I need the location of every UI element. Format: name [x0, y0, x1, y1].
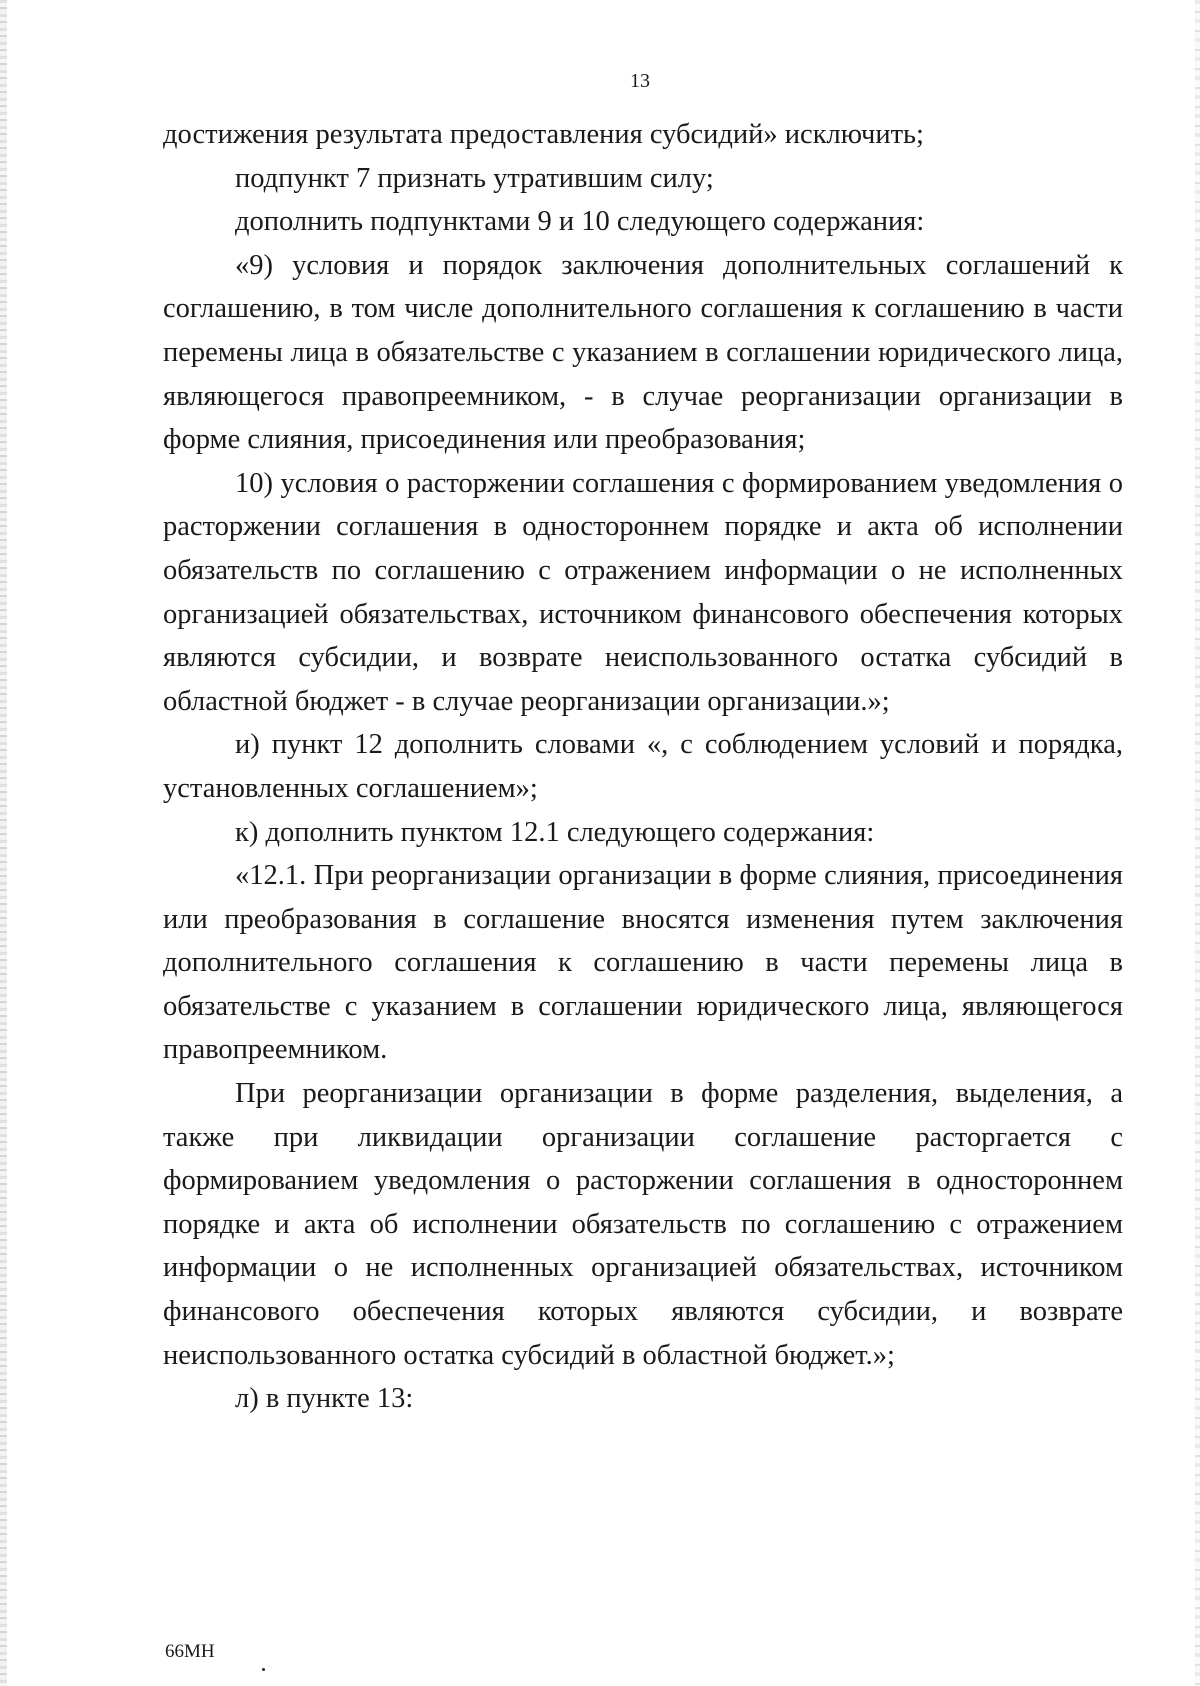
footer-code: 66МН — [165, 1641, 215, 1662]
scan-edge-left — [0, 0, 7, 1686]
scan-dot — [262, 1668, 265, 1671]
paragraph-item-l: л) в пункте 13: — [235, 1383, 414, 1415]
paragraph-item-i: и) пункт 12 дополнить словами «, с соблюдением условий и порядка, установленных соглашением»; — [163, 729, 1123, 804]
scan-edge-right — [1195, 0, 1200, 1686]
paragraph-point-12-1: «12.1. При реорганизации организации в форме слияния, присоединения или преобразования в соглашение вносятся изменения путем заключения дополнительного соглашения к соглашению в части перемены лица в обязательстве с указанием в соглашении юридического лица, являющегося правопреемником. — [163, 860, 1123, 1066]
paragraph-continuation: достижения результата предоставления субсидий» исключить; — [163, 119, 924, 150]
paragraph-item-k: к) дополнить пунктом 12.1 следующего содержания: — [235, 816, 875, 848]
page-number: 13 — [630, 70, 650, 92]
paragraph-reorganization: При реорганизации организации в форме разделения, выделения, а также при ликвидации организации соглашение расторгается с формированием уведомления о расторжении соглашения в одностороннем порядке и акта об исполнении обязательств по соглашению с отражением информации о не исполненных организацией обязательствах, источником финансового обеспечения которых являются субсидии, и возврате неиспользованного остатка субсидий в областной бюджет.»; — [163, 1078, 1123, 1371]
paragraph-add-subpoints: дополнить подпунктами 9 и 10 следующего содержания: — [235, 206, 925, 238]
paragraph-subpoint-10: 10) условия о расторжении соглашения с формированием уведомления о расторжении соглашения в одностороннем порядке и акта об исполнении обязательств по соглашению с отражением информации о не исполненных организацией обязательствах, источником финансового обеспечения которых являются субсидии, и возврате неиспользованного остатка субсидий в областной бюджет - в случае реорганизации организации.»; — [163, 467, 1123, 717]
paragraph-subpoint-7: подпункт 7 признать утратившим силу; — [235, 162, 714, 194]
document-body — [163, 113, 1123, 1421]
paragraph-subpoint-9: «9) условия и порядок заключения дополнительных соглашений к соглашению, в том числе дополнительного соглашения к соглашению в части перемены лица в обязательстве с указанием в соглашении юридического лица, являющегося правопреемником, - в случае реорганизации организации в форме слияния, присоединения или преобразования; — [163, 249, 1123, 456]
